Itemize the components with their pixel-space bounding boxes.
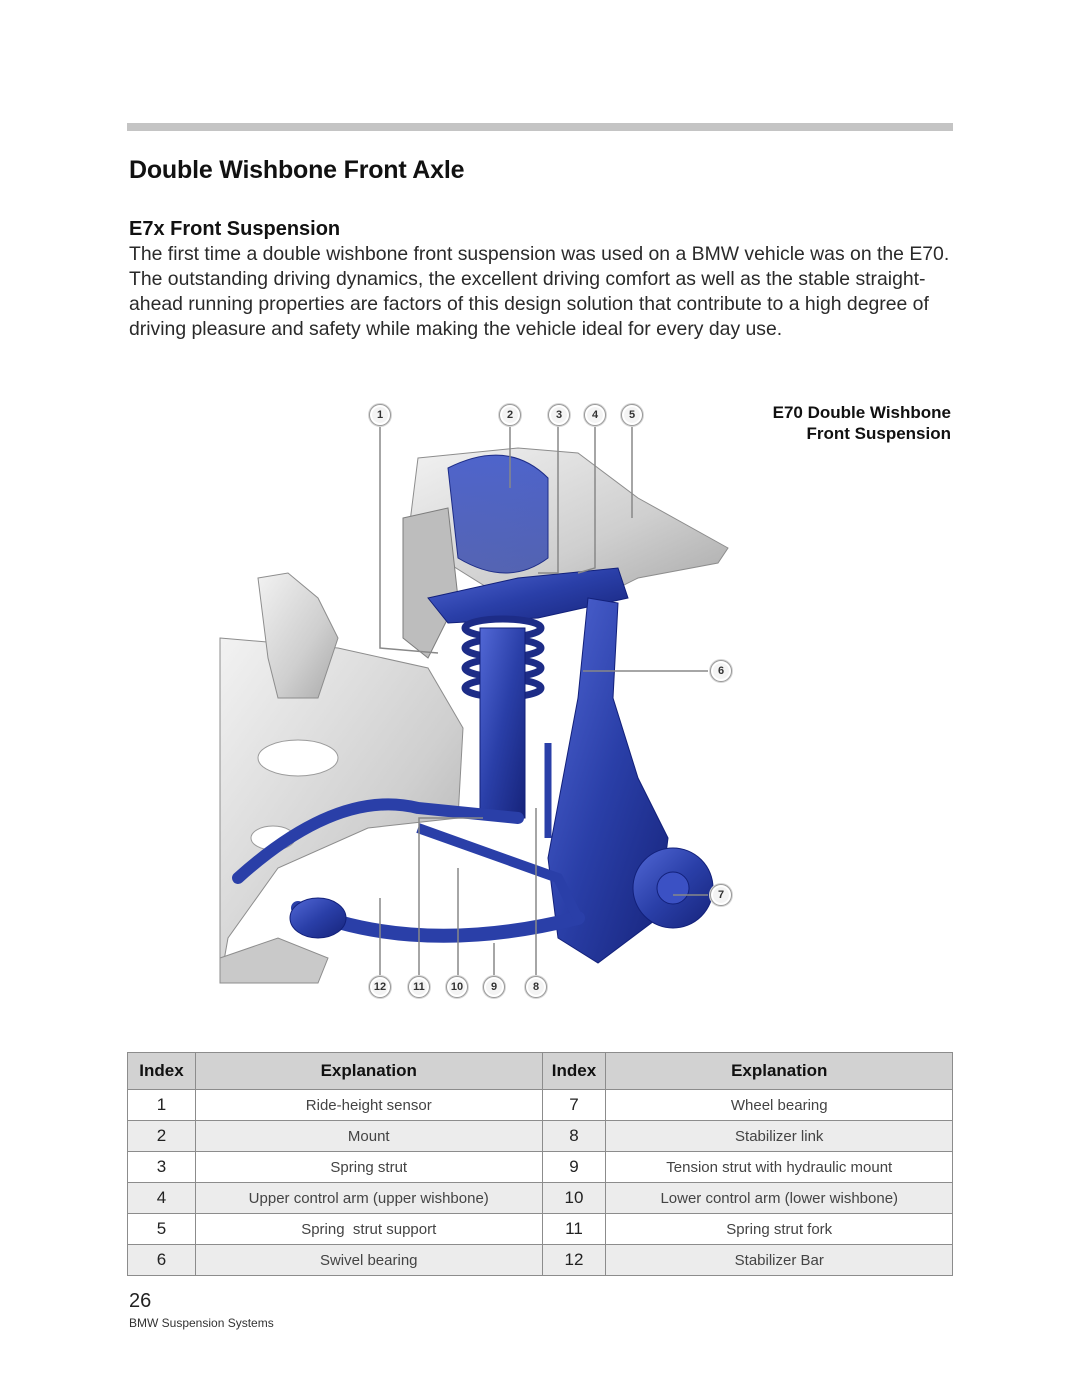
callout-12: 12 [369,976,391,998]
table-row [128,1245,953,1276]
row-explanation: Ride-height sensor [195,1090,542,1121]
row-index: 10 [542,1183,606,1214]
header-explanation-left: Explanation [195,1053,542,1090]
callout-1: 1 [369,404,391,426]
table-row [128,1090,953,1121]
row-explanation: Stabilizer Bar [606,1245,953,1276]
figure-caption-line1: E70 Double Wishbone [772,403,951,422]
section-heading: E7x Front Suspension [129,218,341,240]
suspension-illustration [218,398,758,1003]
top-rule [127,123,953,131]
row-explanation: Wheel bearing [606,1090,953,1121]
callout-10: 10 [446,976,468,998]
row-index: 6 [128,1245,196,1276]
row-index: 7 [542,1090,606,1121]
callout-9: 9 [483,976,505,998]
row-explanation: Spring strut support [195,1214,542,1245]
row-explanation: Upper control arm (upper wishbone) [195,1183,542,1214]
row-index: 1 [128,1090,196,1121]
row-index: 11 [542,1214,606,1245]
figure-caption-line2: Front Suspension [806,424,951,443]
callout-8: 8 [525,976,547,998]
body-paragraph: The first time a double wishbone front suspension was used on a BMW vehicle was on the E70. The outstanding driving dynamics, the excellent driving comfort as well as the stable straight-ahead running properties are factors of this design solution that contribute to a high degree of driving pleasure and safety while making the vehicle ideal for every day use. [129,243,950,340]
strut-mount [448,455,548,573]
row-explanation: Tension strut with hydraulic mount [606,1152,953,1183]
row-index: 12 [542,1245,606,1276]
row-explanation: Lower control arm (lower wishbone) [606,1183,953,1214]
callout-3: 3 [548,404,570,426]
row-explanation: Swivel bearing [195,1245,542,1276]
row-explanation: Mount [195,1121,542,1152]
callout-6: 6 [710,660,732,682]
row-index: 8 [542,1121,606,1152]
table-row [128,1121,953,1152]
row-explanation: Stabilizer link [606,1121,953,1152]
callout-11: 11 [408,976,430,998]
header-explanation-right: Explanation [606,1053,953,1090]
table-row [128,1152,953,1183]
header-index-right: Index [542,1053,606,1090]
mount-bracket [403,508,458,658]
footer-label: BMW Suspension Systems [129,1316,274,1330]
table-row [128,1183,953,1214]
callout-2: 2 [499,404,521,426]
table-row [128,1214,953,1245]
row-index: 9 [542,1152,606,1183]
row-index: 5 [128,1214,196,1245]
row-index: 4 [128,1183,196,1214]
row-explanation: Spring strut fork [606,1214,953,1245]
page-number: 26 [129,1290,152,1312]
suspension-drawing [218,398,758,1003]
strut-body [480,628,525,818]
callout-5: 5 [621,404,643,426]
table-header-row [128,1053,953,1090]
row-index: 2 [128,1121,196,1152]
page-title: Double Wishbone Front Axle [129,156,465,184]
row-index: 3 [128,1152,196,1183]
callout-7: 7 [710,884,732,906]
header-index-left: Index [128,1053,196,1090]
index-table [127,1052,953,1276]
row-explanation: Spring strut [195,1152,542,1183]
callout-4: 4 [584,404,606,426]
lower-grey-arm [220,938,328,983]
